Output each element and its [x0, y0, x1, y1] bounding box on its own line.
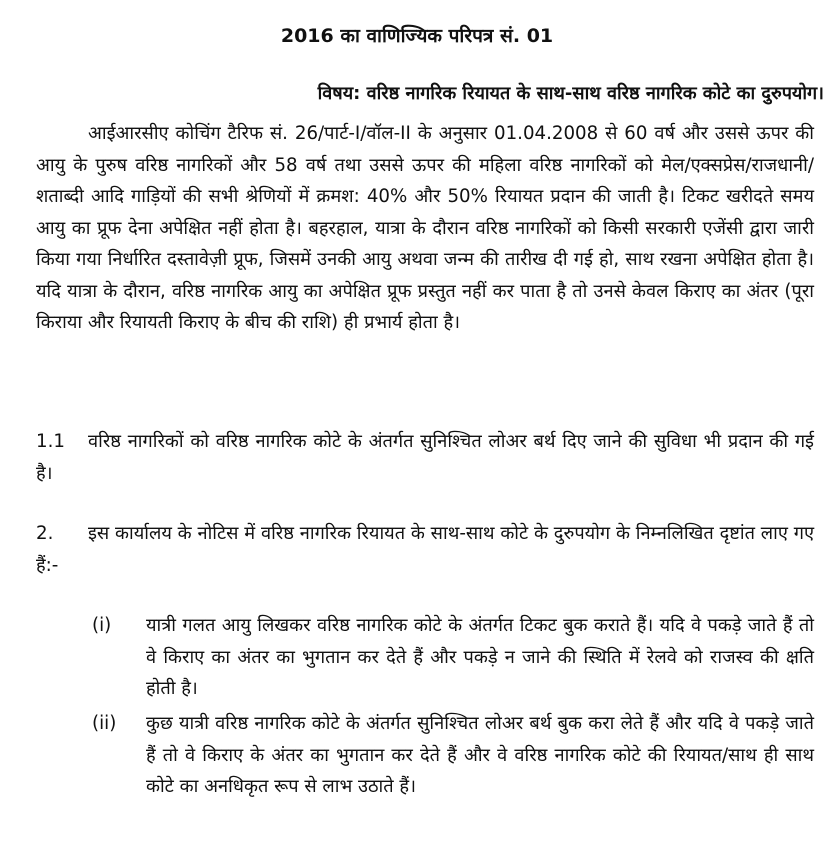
section-2-text: इस कार्यालय के नोटिस में वरिष्ठ नागरिक रियायत के साथ-साथ कोटे के दुरुपयोग के निम्नलिखित दृष्टांत लाए गए हैं:- — [36, 523, 814, 576]
list-item-ii-marker: (ii) — [92, 713, 117, 734]
list-item-ii-text: कुछ यात्री वरिष्ठ नागरिक कोटे के अंतर्गत सुनिश्चित लोअर बर्थ बुक करा लेते हैं और यदि वे पकड़े जाते हैं तो वे किराए के अंतर का भुगतान कर देते हैं और वे वरिष्ठ नागरिक कोटे की रियायत/साथ ही साथ कोटे का अनधिकृत रूप से लाभ उठाते हैं। — [146, 713, 814, 797]
section-1-1-text: वरिष्ठ नागरिकों को वरिष्ठ नागरिक कोटे के अंतर्गत सुनिश्चित लोअर बर्थ दिए जाने की सुविधा भी प्रदान की गई है। — [36, 431, 814, 484]
list-item-i-marker: (i) — [92, 615, 112, 636]
intro-paragraph: आईआरसीए कोचिंग टैरिफ सं. 26/पार्ट-I/वॉल-II के अनुसार 01.04.2008 से 60 वर्ष और उससे ऊपर की आयु के पुरुष वरिष्ठ नागरिकों और 58 वर्ष तथा उससे ऊपर की महिला वरिष्ठ नागरिकों को मेल/एक्सप्रेस/राजधानी/शताब्दी आदि गाड़ियों की सभी श्रेणियों में क्रमश: 40% और 50% रियायत प्रदान की जाती है। टिकट खरीदते समय आयु का प्रूफ देना अपेक्षित नहीं होता है। बहरहाल, यात्रा के दौरान वरिष्ठ नागरिकों को किसी सरकारी एजेंसी द्वारा जारी किया गया निर्धारित दस्तावेज़ी प्रूफ, जिसमें उनकी आयु अथवा जन्म की तारीख दी गई हो, साथ रखना अपेक्षित होता है। यदि यात्रा के दौरान, वरिष्ठ नागरिक आयु का अपेक्षित प्रूफ प्रस्तुत नहीं कर पाता है तो उनसे केवल किराए का अंतर (पूरा किराया और रियायती किराए के बीच की राशि) ही प्रभार्य होता है। — [36, 123, 814, 333]
section-2 — [36, 518, 814, 581]
section-2-number: 2. — [36, 523, 54, 544]
section-1-1 — [36, 426, 814, 489]
subject-line: विषय: वरिष्ठ नागरिक रियायत के साथ-साथ वरिष्ठ नागरिक कोटे का दुरुपयोग। — [317, 83, 824, 104]
circular-title: 2016 का वाणिज्यिक परिपत्र सं. 01 — [280, 25, 554, 47]
section-1-1-number: 1.1 — [36, 431, 65, 452]
list-item-i-text: यात्री गलत आयु लिखकर वरिष्ठ नागरिक कोटे के अंतर्गत टिकट बुक कराते हैं। यदि वे पकड़े जाते हैं तो वे किराए का अंतर का भुगतान कर देते हैं और पकड़े न जाने की स्थिति में रेलवे को राजस्व की क्षति होती है। — [146, 615, 814, 699]
